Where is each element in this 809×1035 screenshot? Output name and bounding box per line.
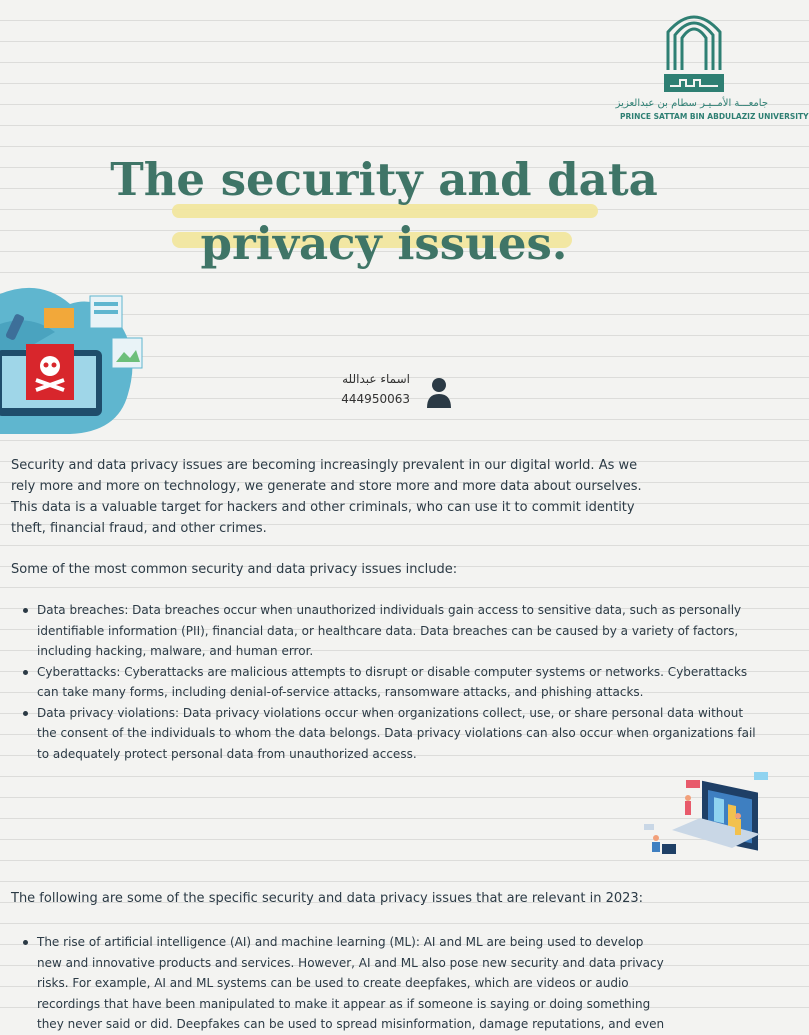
title-line-1: The security and data <box>110 153 658 206</box>
university-arch-icon <box>662 4 726 96</box>
computer-malware-illustration-icon <box>0 284 150 434</box>
list-item: Cyberattacks: Cyberattacks are malicious attempts to disrupt or disable computer systems or networks. Cyberattacks can take many forms, including denial-of-service attacks, ransomware attacks, and phishing attacks. <box>37 662 756 703</box>
page-title <box>0 148 768 276</box>
list-item: Data breaches: Data breaches occur when unauthorized individuals gain access to sensitive data, such as personally identifiable information (PII), financial data, or healthcare data. Data breaches can be caused by a variety of factors, including hacking, malware, and human error. <box>37 600 756 662</box>
title-line-2: privacy issues. <box>200 217 568 270</box>
author-id: 444950063 <box>341 392 410 406</box>
specific-issues-heading: The following are some of the specific security and data privacy issues that are relevant in 2023: <box>11 891 644 906</box>
university-logo <box>615 4 809 121</box>
user-icon <box>426 376 452 408</box>
author-info <box>330 372 460 412</box>
university-name-arabic: جامعـــة الأمــيـر سطام بن عبدالعزيز <box>615 98 768 109</box>
university-name-english: PRINCE SATTAM BIN ABDULAZIZ UNIVERSITY <box>620 112 809 121</box>
specific-issues-list <box>11 932 671 1035</box>
common-issues-list <box>11 600 756 764</box>
common-issues-heading: Some of the most common security and data privacy issues include: <box>11 562 458 577</box>
people-working-computer-illustration-icon <box>642 760 768 868</box>
intro-paragraph: Security and data privacy issues are becoming increasingly prevalent in our digital world. As we rely more and more on technology, we generate and store more and more data about ourselves. This data is a valuable target for hackers and other criminals, who can use it to commit identity theft, financial fraud, and other crimes. <box>11 458 642 536</box>
list-item: Data privacy violations: Data privacy violations occur when organizations collect, use, or share personal data without the consent of the individuals to whom the data belongs. Data privacy violations can also occur when organizations fail to adequately protect personal data from unauthorized access. <box>37 703 756 765</box>
list-item: The rise of artificial intelligence (AI) and machine learning (ML): AI and ML are being used to develop new and innovative products and services. However, AI and ML also pose new security and data privacy risks. For example, AI and ML systems can be used to create deepfakes, which are videos or audio recordings that have been manipulated to make it appear as if someone is saying or doing something they never said or did. Deepfakes can be used to spread misinformation, damage reputations, and even <box>37 932 671 1035</box>
author-name: اسماء عبدالله <box>342 372 410 386</box>
main-content <box>11 455 756 764</box>
